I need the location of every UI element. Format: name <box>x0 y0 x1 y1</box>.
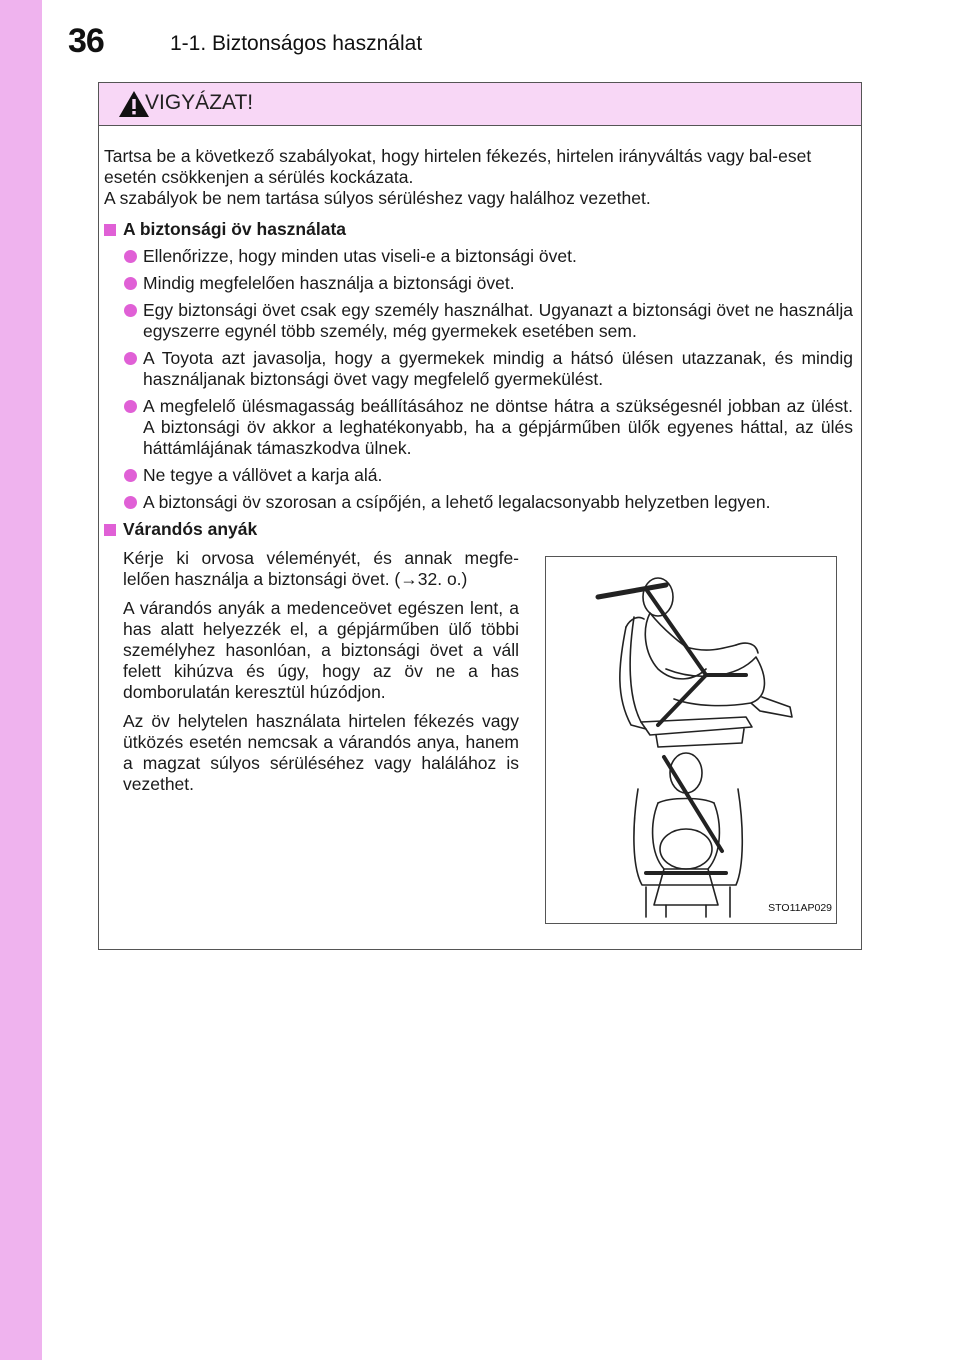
subhead-label: A biztonsági öv használata <box>123 219 347 239</box>
round-bullet-icon <box>124 352 137 365</box>
figure-caption: STO11AP029 <box>768 902 832 914</box>
round-bullet-icon <box>124 496 137 509</box>
warning-label: VIGYÁZAT! <box>145 91 254 114</box>
pregnant-text <box>123 548 519 803</box>
round-bullet-icon <box>124 400 137 413</box>
list-item <box>124 465 853 486</box>
warning-box <box>98 82 862 950</box>
list-item <box>124 492 853 513</box>
side-color-strip <box>0 0 42 1360</box>
subhead-label: Várandós anyák <box>123 519 258 539</box>
pregnant-section <box>104 548 853 938</box>
round-bullet-icon <box>124 304 137 317</box>
square-bullet-icon <box>104 524 116 536</box>
warning-body <box>99 126 861 938</box>
pregnant-paragraph: A várandós anyák a medenceövet egészen lent, a has alatt helyezzék el, a gépjárműben ülő többi személyhez hasonlóan, a biztonsági övet a váll felett kihúzva és úgy, hogy az öv ne a has domborulatán keresztül húzódjon. <box>123 598 519 702</box>
section-title: 1-1. Biztonságos használat <box>170 32 423 55</box>
round-bullet-icon <box>124 469 137 482</box>
list-item-text: Ellenőrizze, hogy minden utas viseli-e a biztonsági övet. <box>143 246 577 266</box>
warning-header <box>99 83 861 126</box>
list-item-text: Mindig megfelelően használja a biztonsági övet. <box>143 273 515 293</box>
intro-consequence: A szabályok be nem tartása súlyos sérüléshez vagy halálhoz vezethet. <box>104 188 651 208</box>
list-item <box>124 246 853 267</box>
list-item-text: Ne tegye a vállövet a karja alá. <box>143 465 383 485</box>
pregnant-seatbelt-drawing <box>546 557 835 922</box>
list-item-text: A Toyota azt javasolja, hogy a gyermekek mindig a hátsó ülésen utazzanak, és mindig használjanak biztonsági övet vagy megfelelő gyermekülést. <box>143 348 853 389</box>
list-item-text: Egy biztonsági övet csak egy személy használhat. Ugyanazt a biztonsági övet ne használja egyszerre egynél több személy, még gyermekek esetében sem. <box>143 300 853 341</box>
list-item <box>124 273 853 294</box>
list-item <box>124 396 853 459</box>
list-item-text: A biztonsági öv szorosan a csípőjén, a lehető legalacsonyabb helyzetben legyen. <box>143 492 771 512</box>
page-number: 36 <box>68 22 104 60</box>
warning-intro <box>104 146 853 209</box>
intro-text: Tartsa be a következő szabályokat, hogy hirtelen fékezés, hirtelen irányváltás vagy bal-eset esetén csökkenjen a sérülés kockázata. <box>104 146 812 187</box>
seatbelt-illustration <box>545 556 837 924</box>
subhead-seatbelt-use <box>104 219 853 240</box>
list-item <box>124 348 853 390</box>
round-bullet-icon <box>124 250 137 263</box>
square-bullet-icon <box>104 224 116 236</box>
list-item <box>124 300 853 342</box>
pregnant-paragraph: Kérje ki orvosa véleményét, és annak megfe-lelően használja a biztonsági övet. (→32. o.) <box>123 548 519 589</box>
round-bullet-icon <box>124 277 137 290</box>
subhead-pregnant-women <box>104 519 853 540</box>
pregnant-paragraph: Az öv helytelen használata hirtelen fékezés vagy ütközés esetén nemcsak a várandós anya, hanem a magzat súlyos sérüléséhez vagy halálához is vezethet. <box>123 711 519 794</box>
list-item-text: A megfelelő ülésmagasság beállításához ne döntse hátra a szükségesnél jobban az ülést. A biztonsági öv akkor a leghatékonyabb, ha a gépjárműben ülők egyenes háttal, az ülés háttámlájának támaszkodva ülnek. <box>143 396 853 458</box>
